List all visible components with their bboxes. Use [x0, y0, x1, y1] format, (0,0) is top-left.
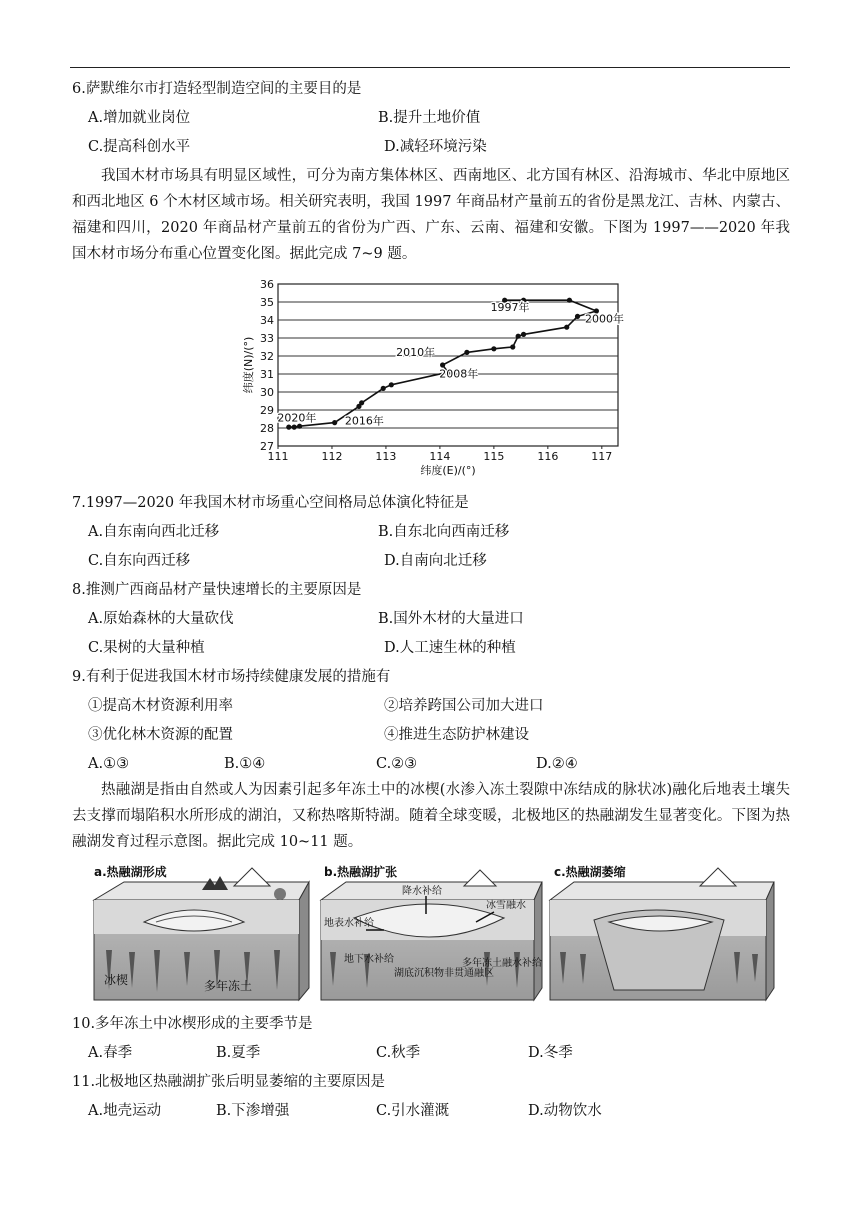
- q7-option-c: C.自东向西迁移: [88, 553, 191, 569]
- q9-option-a: A.①③: [88, 756, 130, 772]
- y-tick-label: 32: [260, 350, 274, 363]
- q6-stem: 6.萨默维尔市打造轻型制造空间的主要目的是: [72, 81, 362, 97]
- y-axis-label: 纬度(N)/(°): [242, 336, 255, 394]
- x-tick-label: 114: [429, 450, 451, 463]
- data-point: [516, 334, 521, 339]
- panel-b-snow-label: 冰雪融水: [486, 900, 526, 911]
- y-tick-label: 29: [260, 404, 274, 417]
- data-point: [564, 325, 569, 330]
- panel-a: [94, 864, 309, 1000]
- thermokarst-svg: [84, 860, 784, 1004]
- y-tick-label: 31: [260, 368, 274, 381]
- q8-option-a: A.原始森林的大量砍伐: [88, 611, 234, 627]
- data-point: [491, 346, 496, 351]
- x-tick-label: 116: [537, 450, 559, 463]
- q8-option-c: C.果树的大量种植: [88, 640, 205, 656]
- panel-b: [321, 864, 542, 1000]
- x-tick-label: 113: [375, 450, 397, 463]
- chart-svg: [240, 276, 630, 486]
- panel-b-precip-label: 降水补给: [402, 886, 442, 897]
- year-annotation: 2010年: [396, 346, 436, 359]
- year-annotation: 1997年: [490, 301, 530, 314]
- data-point: [332, 420, 337, 425]
- panel-c-title: c.热融湖萎缩: [554, 865, 626, 879]
- data-point: [292, 425, 297, 430]
- q7-stem: 7.1997—2020 年我国木材市场重心空间格局总体演化特征是: [72, 495, 469, 511]
- x-axis-label: 纬度(E)/(°): [420, 464, 476, 477]
- panel-c: [550, 864, 774, 1000]
- x-tick-label: 117: [591, 450, 613, 463]
- header-rule: [70, 67, 790, 68]
- passage-timber-market: 我国木材市场具有明显区域性，可分为南方集体林区、西南地区、北方国有林区、沿海城市、华北中原地区和西北地区 6 个木材区域市场。相关研究表明，我国 1997 年商品材产量前五的省份是黑龙江、吉林、内蒙古、福建和四川，2020 年商品材产量前五的省份为广西、广东、云南、福建和安徽。下图为 1997——2020 年我国木材市场分布重心位置变化图。据此完成 7~9 题。: [72, 168, 790, 262]
- q10-option-b: B.夏季: [216, 1045, 261, 1061]
- data-point: [567, 298, 572, 303]
- q11-stem: 11.北极地区热融湖扩张后明显萎缩的主要原因是: [72, 1074, 386, 1090]
- plot-frame: [278, 284, 618, 446]
- y-tick-label: 36: [260, 278, 274, 291]
- q9-statement-4: ④推进生态防护林建设: [384, 727, 529, 743]
- y-tick-label: 27: [260, 440, 274, 453]
- q11-option-c: C.引水灌溉: [376, 1103, 450, 1119]
- q9-option-b: B.①④: [224, 756, 266, 772]
- panel-b-talik-label: 湖底沉积物非贯通融区: [394, 968, 494, 979]
- q6-option-b: B.提升土地价值: [378, 110, 481, 126]
- q6-option-d: D.减轻环境污染: [384, 139, 487, 155]
- q11-option-a: A.地壳运动: [88, 1103, 162, 1119]
- q6-option-a: A.增加就业岗位: [88, 110, 191, 126]
- panel-a-title: a.热融湖形成: [94, 865, 167, 879]
- y-tick-label: 33: [260, 332, 274, 345]
- q11-option-d: D.动物饮水: [528, 1103, 602, 1119]
- q11-option-b: B.下渗增强: [216, 1103, 290, 1119]
- year-annotation: 2008年: [439, 367, 479, 381]
- x-tick-label: 111: [267, 450, 289, 463]
- year-annotation: 2000年: [585, 312, 625, 326]
- q9-statement-2: ②培养跨国公司加大进口: [384, 698, 544, 714]
- data-point: [356, 404, 361, 409]
- x-tick-label: 112: [321, 450, 343, 463]
- q10-option-c: C.秋季: [376, 1045, 421, 1061]
- thermokarst-diagram: [84, 860, 784, 1004]
- data-point: [286, 425, 291, 430]
- panel-b-surface-label: 地表水补给: [324, 918, 374, 929]
- q9-statement-3: ③优化林木资源的配置: [88, 727, 233, 743]
- q9-stem: 9.有利于促进我国木材市场持续健康发展的措施有: [72, 669, 391, 685]
- data-point: [510, 344, 515, 349]
- data-point: [521, 332, 526, 337]
- y-tick-label: 30: [260, 386, 274, 399]
- year-annotation: 2020年: [277, 411, 317, 425]
- passage-thermokarst-lake: 热融湖是指由自然或人为因素引起多年冻土中的冰楔(水渗入冻土裂隙中冻结成的脉状冰)融化后地表土壤失去支撑而塌陷积水所形成的湖泊，又称热喀斯特湖。随着全球变暖，北极地区的热融湖发生显著变化。下图为热融湖发育过程示意图。据此完成 10~11 题。: [72, 782, 790, 850]
- y-tick-label: 34: [260, 314, 274, 327]
- q6-option-c: C.提高科创水平: [88, 139, 191, 155]
- data-point: [464, 350, 469, 355]
- q9-statement-1: ①提高木材资源利用率: [88, 698, 233, 714]
- q7-option-b: B.自东北向西南迁移: [378, 524, 510, 540]
- data-point: [381, 386, 386, 391]
- y-tick-label: 35: [260, 296, 274, 309]
- q7-option-d: D.自南向北迁移: [384, 553, 487, 569]
- q8-option-b: B.国外木材的大量进口: [378, 611, 524, 627]
- y-tick-label: 28: [260, 422, 274, 435]
- data-point: [575, 314, 580, 319]
- q8-option-d: D.人工速生林的种植: [384, 640, 516, 656]
- q10-stem: 10.多年冻土中冰楔形成的主要季节是: [72, 1016, 313, 1032]
- q9-option-d: D.②④: [536, 756, 578, 772]
- panel-b-title: b.热融湖扩张: [324, 865, 398, 879]
- q9-option-c: C.②③: [376, 756, 418, 772]
- x-tick-label: 115: [483, 450, 505, 463]
- q10-option-a: A.春季: [88, 1045, 133, 1061]
- panel-a-icewedge-label: 冰楔: [104, 973, 129, 987]
- data-point: [389, 382, 394, 387]
- panel-b-ground-label: 地下水补给: [344, 954, 394, 965]
- q7-option-a: A.自东南向西北迁移: [88, 524, 220, 540]
- q8-stem: 8.推测广西商品材产量快速增长的主要原因是: [72, 582, 362, 598]
- year-annotation: 2016年: [344, 414, 384, 428]
- q10-option-d: D.冬季: [528, 1045, 573, 1061]
- panel-b-thaw-label: 多年冻土融水补给: [462, 958, 542, 969]
- timber-center-chart: [240, 276, 630, 486]
- panel-a-permafrost-label: 多年冻土: [204, 979, 253, 993]
